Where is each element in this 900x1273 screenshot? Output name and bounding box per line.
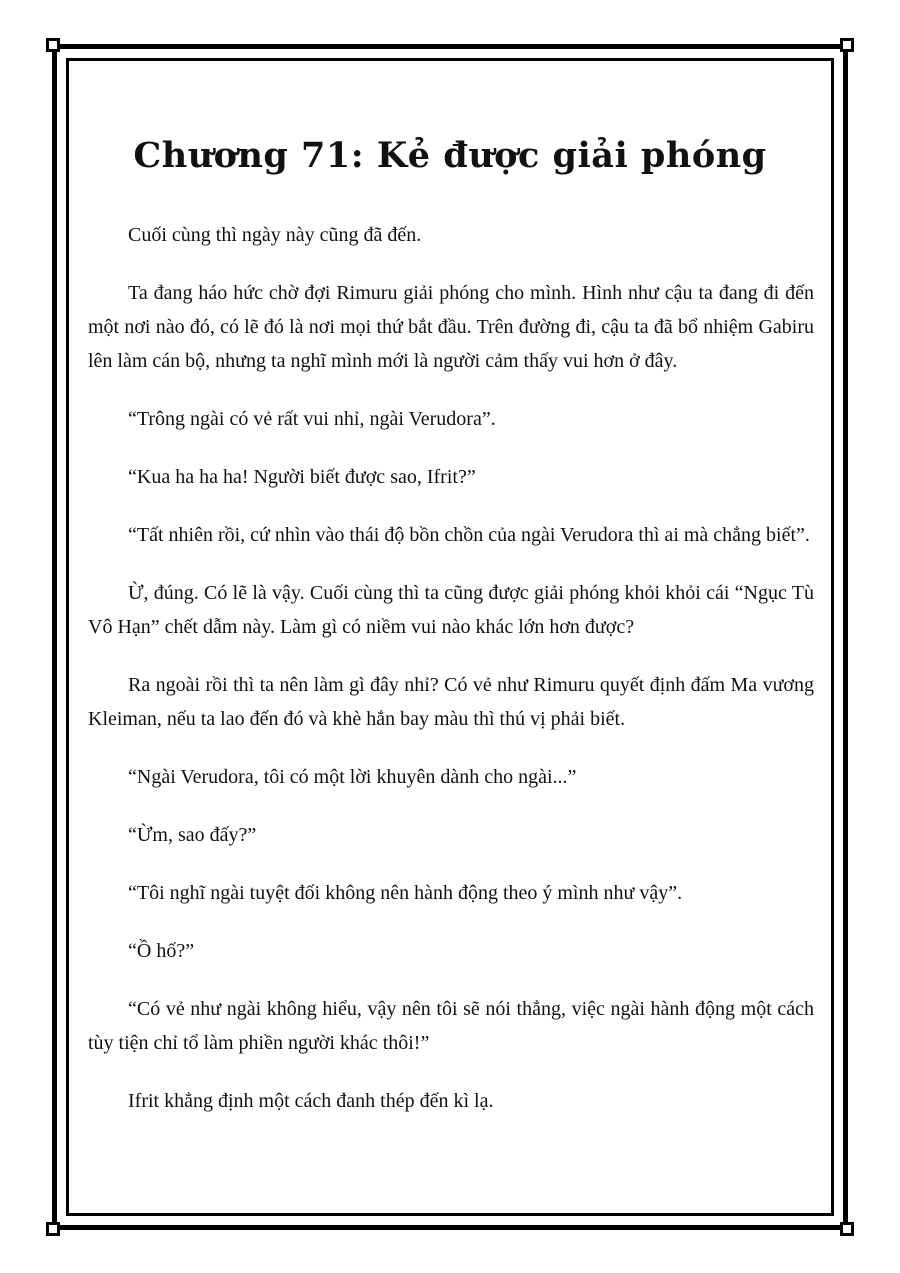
paragraph: “Trông ngài có vẻ rất vui nhỉ, ngài Verudora”. xyxy=(128,408,496,430)
paragraph: “Tất nhiên rồi, cứ nhìn vào thái độ bồn chồn của ngài Verudora thì ai mà chẳng biết”. xyxy=(128,524,810,546)
chapter-title: Chương 71: Kẻ được giải phóng xyxy=(133,135,767,176)
paragraph: “Tôi nghĩ ngài tuyệt đối không nên hành động theo ý mình như vậy”. xyxy=(128,882,683,904)
paragraph: Ifrit khẳng định một cách đanh thép đến kì lạ. xyxy=(128,1090,494,1112)
paragraph: “Ngài Verudora, tôi có một lời khuyên dành cho ngài...” xyxy=(128,766,577,788)
paragraph: Ừ, đúng. Có lẽ là vậy. Cuối cùng thì ta cũng được giải phóng khỏi khỏi cái “Ngục Tù Vô Hạn” chết dẫm này. Làm gì có niềm vui nào khác lớn hơn được? xyxy=(88,582,814,638)
chapter-body xyxy=(88,218,814,1142)
border-corner-top-right xyxy=(840,38,854,52)
paragraph: Ra ngoài rồi thì ta nên làm gì đây nhỉ? Có vẻ như Rimuru quyết định đấm Ma vương Kleiman, nếu ta lao đến đó và khè hắn bay màu thì thú vị phải biết. xyxy=(88,674,814,730)
paragraph: Cuối cùng thì ngày này cũng đã đến. xyxy=(128,224,422,246)
paragraph: “Ừm, sao đấy?” xyxy=(128,824,257,846)
paragraph: “Kua ha ha ha! Người biết được sao, Ifrit?” xyxy=(128,466,476,488)
border-corner-top-left xyxy=(46,38,60,52)
border-corner-bottom-right xyxy=(840,1222,854,1236)
paragraph: Ta đang háo hức chờ đợi Rimuru giải phóng cho mình. Hình như cậu ta đang đi đến một nơi nào đó, có lẽ đó là nơi mọi thứ bắt đầu. Trên đường đi, cậu ta đã bổ nhiệm Gabiru lên làm cán bộ, nhưng ta nghĩ mình mới là người cảm thấy vui hơn ở đây. xyxy=(88,282,814,372)
paragraph: “Ồ hố?” xyxy=(128,940,195,962)
border-corner-bottom-left xyxy=(46,1222,60,1236)
paragraph: “Có vẻ như ngài không hiểu, vậy nên tôi sẽ nói thẳng, việc ngài hành động một cách tùy tiện chỉ tổ làm phiền người khác thôi!” xyxy=(88,998,814,1054)
